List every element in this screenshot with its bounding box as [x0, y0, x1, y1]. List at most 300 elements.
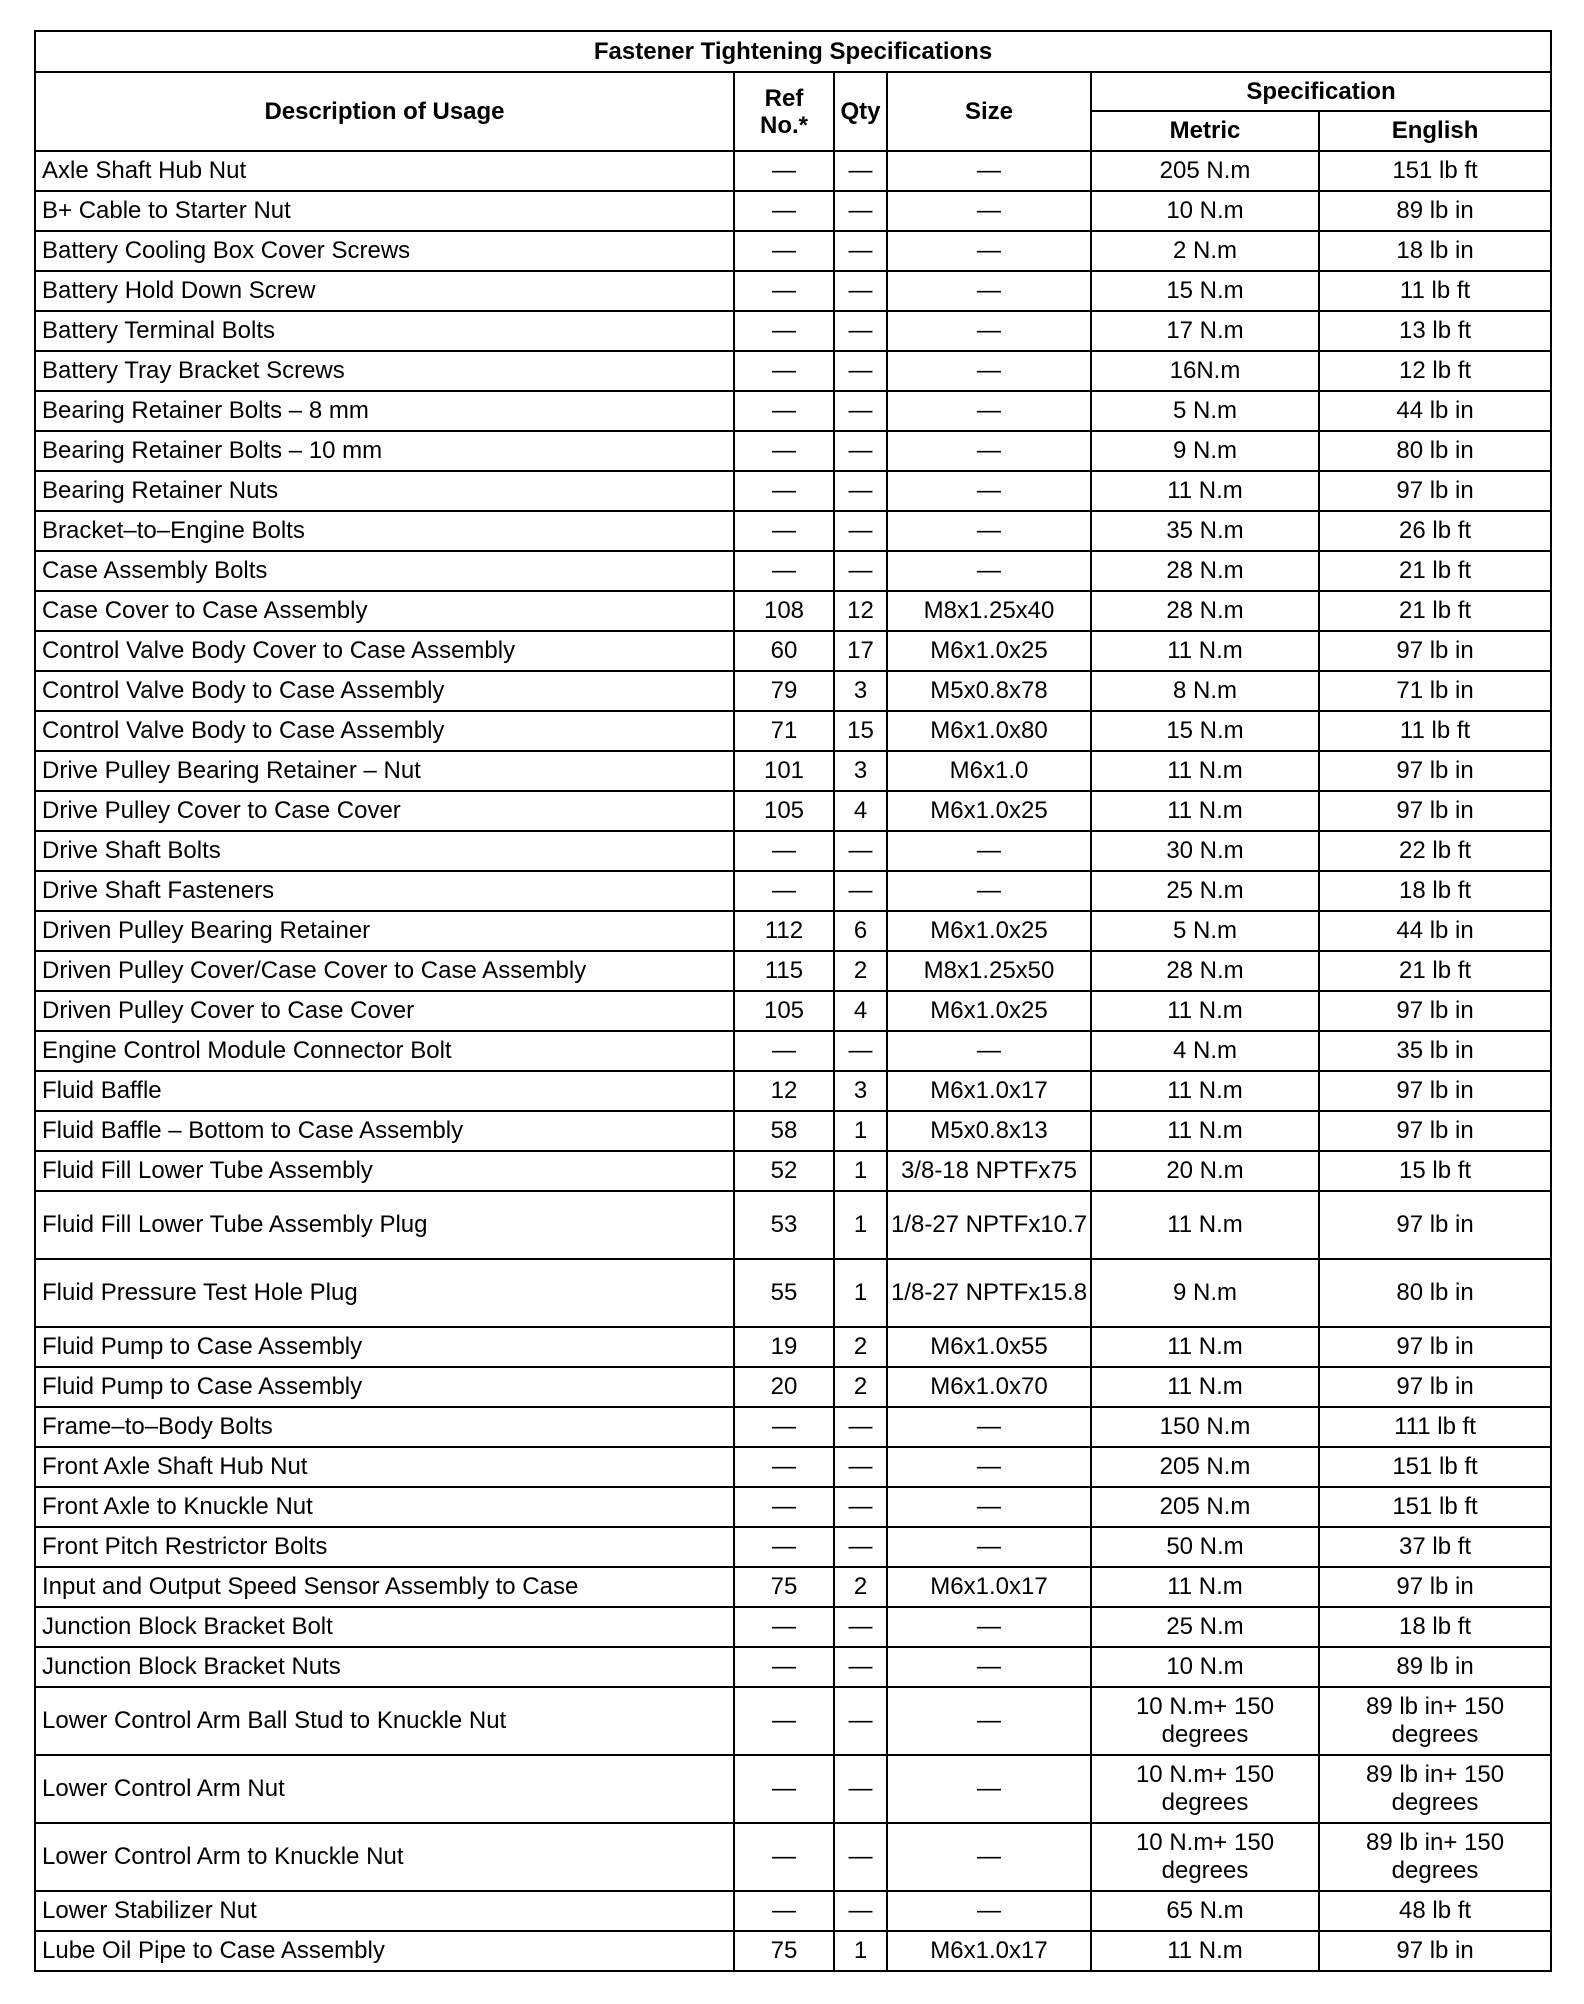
row-description: Fluid Pump to Case Assembly	[35, 1327, 734, 1367]
row-qty: 3	[834, 1071, 887, 1111]
row-ref-no: 20	[734, 1367, 834, 1407]
table-row	[35, 511, 1551, 551]
row-description: Lower Control Arm Nut	[35, 1755, 734, 1823]
row-qty: 2	[834, 1327, 887, 1367]
row-metric: 10 N.m+ 150 degrees	[1091, 1823, 1319, 1891]
row-qty: —	[834, 1647, 887, 1687]
row-size: M6x1.0x25	[887, 991, 1091, 1031]
row-description: Front Axle to Knuckle Nut	[35, 1487, 734, 1527]
row-description: Fluid Pump to Case Assembly	[35, 1367, 734, 1407]
row-qty: —	[834, 1487, 887, 1527]
row-qty: 6	[834, 911, 887, 951]
row-size: —	[887, 1647, 1091, 1687]
row-size: M8x1.25x40	[887, 591, 1091, 631]
row-qty: —	[834, 1823, 887, 1891]
row-ref-no: 52	[734, 1151, 834, 1191]
row-ref-no: —	[734, 871, 834, 911]
row-metric: 10 N.m	[1091, 1647, 1319, 1687]
row-qty: —	[834, 1447, 887, 1487]
row-metric: 11 N.m	[1091, 1071, 1319, 1111]
row-metric: 28 N.m	[1091, 951, 1319, 991]
row-metric: 50 N.m	[1091, 1527, 1319, 1567]
row-metric: 15 N.m	[1091, 271, 1319, 311]
table-row	[35, 1687, 1551, 1755]
header-size: Size	[887, 72, 1091, 151]
row-english: 21 lb ft	[1319, 591, 1551, 631]
row-qty: —	[834, 271, 887, 311]
row-metric: 11 N.m	[1091, 471, 1319, 511]
row-english: 111 lb ft	[1319, 1407, 1551, 1447]
table-row	[35, 271, 1551, 311]
header-specification: Specification	[1091, 72, 1551, 111]
row-ref-no: 58	[734, 1111, 834, 1151]
row-english: 71 lb in	[1319, 671, 1551, 711]
row-metric: 11 N.m	[1091, 791, 1319, 831]
row-ref-no: —	[734, 1407, 834, 1447]
row-qty: 2	[834, 1567, 887, 1607]
row-qty: 2	[834, 951, 887, 991]
row-metric: 35 N.m	[1091, 511, 1319, 551]
table-row	[35, 671, 1551, 711]
row-size: M5x0.8x13	[887, 1111, 1091, 1151]
row-english: 48 lb ft	[1319, 1891, 1551, 1931]
row-english: 151 lb ft	[1319, 1487, 1551, 1527]
row-description: Frame–to–Body Bolts	[35, 1407, 734, 1447]
row-english: 21 lb ft	[1319, 951, 1551, 991]
row-size: —	[887, 231, 1091, 271]
row-metric: 9 N.m	[1091, 431, 1319, 471]
row-qty: —	[834, 191, 887, 231]
row-english: 18 lb ft	[1319, 1607, 1551, 1647]
table-row	[35, 1567, 1551, 1607]
row-qty: —	[834, 351, 887, 391]
row-english: 97 lb in	[1319, 1931, 1551, 1971]
row-size: M6x1.0x25	[887, 911, 1091, 951]
row-qty: —	[834, 1891, 887, 1931]
row-ref-no: 105	[734, 991, 834, 1031]
row-english: 97 lb in	[1319, 1111, 1551, 1151]
row-size: M8x1.25x50	[887, 951, 1091, 991]
row-description: Axle Shaft Hub Nut	[35, 151, 734, 191]
row-size: —	[887, 871, 1091, 911]
row-ref-no: —	[734, 1527, 834, 1567]
row-description: Drive Shaft Bolts	[35, 831, 734, 871]
row-english: 44 lb in	[1319, 391, 1551, 431]
row-ref-no: —	[734, 1823, 834, 1891]
row-ref-no: 55	[734, 1259, 834, 1327]
row-description: Fluid Baffle – Bottom to Case Assembly	[35, 1111, 734, 1151]
row-description: Driven Pulley Cover to Case Cover	[35, 991, 734, 1031]
row-ref-no: —	[734, 1647, 834, 1687]
row-ref-no: —	[734, 231, 834, 271]
row-qty: 1	[834, 1191, 887, 1259]
table-row	[35, 231, 1551, 271]
row-ref-no: 105	[734, 791, 834, 831]
row-ref-no: —	[734, 1487, 834, 1527]
row-metric: 5 N.m	[1091, 911, 1319, 951]
row-description: Lower Stabilizer Nut	[35, 1891, 734, 1931]
row-size: —	[887, 311, 1091, 351]
table-title: Fastener Tightening Specifications	[35, 31, 1551, 72]
row-english: 13 lb ft	[1319, 311, 1551, 351]
row-metric: 25 N.m	[1091, 871, 1319, 911]
table-row	[35, 1527, 1551, 1567]
header-english: English	[1319, 111, 1551, 151]
row-size: M6x1.0x17	[887, 1071, 1091, 1111]
row-description: Lube Oil Pipe to Case Assembly	[35, 1931, 734, 1971]
row-metric: 30 N.m	[1091, 831, 1319, 871]
row-description: Drive Shaft Fasteners	[35, 871, 734, 911]
row-qty: 4	[834, 791, 887, 831]
table-row	[35, 351, 1551, 391]
row-size: —	[887, 1755, 1091, 1823]
row-description: Bearing Retainer Bolts – 10 mm	[35, 431, 734, 471]
row-ref-no: —	[734, 1607, 834, 1647]
row-ref-no: —	[734, 831, 834, 871]
row-english: 97 lb in	[1319, 1367, 1551, 1407]
row-description: Input and Output Speed Sensor Assembly to Case	[35, 1567, 734, 1607]
row-qty: 1	[834, 1259, 887, 1327]
row-ref-no: 115	[734, 951, 834, 991]
table-row	[35, 1755, 1551, 1823]
row-description: Bracket–to–Engine Bolts	[35, 511, 734, 551]
row-description: Fluid Baffle	[35, 1071, 734, 1111]
row-metric: 205 N.m	[1091, 1447, 1319, 1487]
table-row	[35, 831, 1551, 871]
row-qty: —	[834, 151, 887, 191]
row-description: Case Assembly Bolts	[35, 551, 734, 591]
row-metric: 5 N.m	[1091, 391, 1319, 431]
row-qty: —	[834, 431, 887, 471]
row-metric: 4 N.m	[1091, 1031, 1319, 1071]
row-qty: 4	[834, 991, 887, 1031]
row-ref-no: —	[734, 1891, 834, 1931]
table-row	[35, 1447, 1551, 1487]
row-size: —	[887, 831, 1091, 871]
table-row	[35, 1327, 1551, 1367]
row-size: —	[887, 431, 1091, 471]
row-description: B+ Cable to Starter Nut	[35, 191, 734, 231]
table-row	[35, 1891, 1551, 1931]
row-english: 11 lb ft	[1319, 711, 1551, 751]
table-row	[35, 1071, 1551, 1111]
row-english: 97 lb in	[1319, 471, 1551, 511]
row-ref-no: —	[734, 471, 834, 511]
row-metric: 11 N.m	[1091, 1367, 1319, 1407]
row-english: 89 lb in+ 150 degrees	[1319, 1755, 1551, 1823]
row-description: Fluid Fill Lower Tube Assembly Plug	[35, 1191, 734, 1259]
row-metric: 11 N.m	[1091, 1567, 1319, 1607]
table-row	[35, 1931, 1551, 1971]
row-size: M6x1.0x25	[887, 791, 1091, 831]
row-size: —	[887, 511, 1091, 551]
row-size: —	[887, 1031, 1091, 1071]
row-qty: —	[834, 1687, 887, 1755]
row-english: 18 lb ft	[1319, 871, 1551, 911]
row-size: —	[887, 1891, 1091, 1931]
row-english: 80 lb in	[1319, 431, 1551, 471]
row-ref-no: —	[734, 1755, 834, 1823]
row-description: Control Valve Body Cover to Case Assembly	[35, 631, 734, 671]
row-qty: —	[834, 1031, 887, 1071]
row-qty: 2	[834, 1367, 887, 1407]
row-description: Front Axle Shaft Hub Nut	[35, 1447, 734, 1487]
row-size: —	[887, 271, 1091, 311]
row-ref-no: —	[734, 351, 834, 391]
header-description: Description of Usage	[35, 72, 734, 151]
header-qty: Qty	[834, 72, 887, 151]
row-qty: —	[834, 831, 887, 871]
row-metric: 9 N.m	[1091, 1259, 1319, 1327]
row-english: 89 lb in+ 150 degrees	[1319, 1687, 1551, 1755]
row-metric: 25 N.m	[1091, 1607, 1319, 1647]
row-qty: —	[834, 1607, 887, 1647]
row-ref-no: 53	[734, 1191, 834, 1259]
row-description: Junction Block Bracket Nuts	[35, 1647, 734, 1687]
row-qty: —	[834, 1407, 887, 1447]
row-size: —	[887, 1487, 1091, 1527]
row-ref-no: 112	[734, 911, 834, 951]
table-row	[35, 591, 1551, 631]
row-english: 37 lb ft	[1319, 1527, 1551, 1567]
row-size: —	[887, 1687, 1091, 1755]
row-size: M6x1.0x55	[887, 1327, 1091, 1367]
table-row	[35, 311, 1551, 351]
row-metric: 8 N.m	[1091, 671, 1319, 711]
row-metric: 11 N.m	[1091, 1931, 1319, 1971]
row-ref-no: —	[734, 191, 834, 231]
row-english: 97 lb in	[1319, 791, 1551, 831]
row-english: 89 lb in+ 150 degrees	[1319, 1823, 1551, 1891]
row-description: Control Valve Body to Case Assembly	[35, 711, 734, 751]
row-description: Junction Block Bracket Bolt	[35, 1607, 734, 1647]
row-size: —	[887, 351, 1091, 391]
row-size: —	[887, 391, 1091, 431]
row-ref-no: —	[734, 1687, 834, 1755]
row-qty: 17	[834, 631, 887, 671]
row-size: —	[887, 551, 1091, 591]
row-qty: 12	[834, 591, 887, 631]
row-metric: 65 N.m	[1091, 1891, 1319, 1931]
row-metric: 2 N.m	[1091, 231, 1319, 271]
row-description: Driven Pulley Cover/Case Cover to Case Assembly	[35, 951, 734, 991]
row-metric: 28 N.m	[1091, 591, 1319, 631]
table-row	[35, 1487, 1551, 1527]
header-ref-no: Ref No.*	[734, 72, 834, 151]
row-english: 97 lb in	[1319, 1567, 1551, 1607]
table-row	[35, 1647, 1551, 1687]
row-english: 35 lb in	[1319, 1031, 1551, 1071]
row-ref-no: —	[734, 391, 834, 431]
table-row	[35, 431, 1551, 471]
table-row	[35, 1407, 1551, 1447]
row-metric: 10 N.m	[1091, 191, 1319, 231]
row-metric: 17 N.m	[1091, 311, 1319, 351]
table-row	[35, 1259, 1551, 1327]
row-english: 26 lb ft	[1319, 511, 1551, 551]
table-row	[35, 1191, 1551, 1259]
row-size: 1/8-27 NPTFx10.7	[887, 1191, 1091, 1259]
row-ref-no: —	[734, 271, 834, 311]
row-description: Battery Terminal Bolts	[35, 311, 734, 351]
table-row	[35, 191, 1551, 231]
row-size: —	[887, 1407, 1091, 1447]
row-qty: 1	[834, 1931, 887, 1971]
row-qty: 15	[834, 711, 887, 751]
row-size: M5x0.8x78	[887, 671, 1091, 711]
row-qty: —	[834, 311, 887, 351]
table-row	[35, 1151, 1551, 1191]
row-qty: 1	[834, 1151, 887, 1191]
row-size: —	[887, 1607, 1091, 1647]
row-size: M6x1.0x17	[887, 1931, 1091, 1971]
table-row	[35, 751, 1551, 791]
row-english: 80 lb in	[1319, 1259, 1551, 1327]
row-english: 15 lb ft	[1319, 1151, 1551, 1191]
row-qty: —	[834, 551, 887, 591]
row-english: 11 lb ft	[1319, 271, 1551, 311]
row-metric: 205 N.m	[1091, 151, 1319, 191]
row-english: 151 lb ft	[1319, 1447, 1551, 1487]
table-row	[35, 791, 1551, 831]
row-description: Bearing Retainer Bolts – 8 mm	[35, 391, 734, 431]
row-english: 18 lb in	[1319, 231, 1551, 271]
row-metric: 16N.m	[1091, 351, 1319, 391]
row-metric: 10 N.m+ 150 degrees	[1091, 1755, 1319, 1823]
row-ref-no: —	[734, 151, 834, 191]
table-row	[35, 471, 1551, 511]
table-row	[35, 871, 1551, 911]
row-ref-no: 19	[734, 1327, 834, 1367]
table-row	[35, 1823, 1551, 1891]
row-description: Driven Pulley Bearing Retainer	[35, 911, 734, 951]
row-size: M6x1.0	[887, 751, 1091, 791]
row-qty: —	[834, 391, 887, 431]
row-description: Battery Hold Down Screw	[35, 271, 734, 311]
row-metric: 11 N.m	[1091, 1191, 1319, 1259]
row-english: 89 lb in	[1319, 1647, 1551, 1687]
row-size: M6x1.0x25	[887, 631, 1091, 671]
table-body	[35, 151, 1551, 1971]
row-ref-no: 75	[734, 1931, 834, 1971]
row-metric: 11 N.m	[1091, 751, 1319, 791]
row-english: 97 lb in	[1319, 1071, 1551, 1111]
row-english: 89 lb in	[1319, 191, 1551, 231]
row-description: Bearing Retainer Nuts	[35, 471, 734, 511]
row-description: Battery Cooling Box Cover Screws	[35, 231, 734, 271]
row-qty: —	[834, 471, 887, 511]
table-row	[35, 151, 1551, 191]
table-row	[35, 551, 1551, 591]
row-ref-no: 101	[734, 751, 834, 791]
row-metric: 11 N.m	[1091, 631, 1319, 671]
row-metric: 11 N.m	[1091, 1327, 1319, 1367]
row-description: Battery Tray Bracket Screws	[35, 351, 734, 391]
row-size: —	[887, 191, 1091, 231]
table-row	[35, 1607, 1551, 1647]
table-row	[35, 391, 1551, 431]
row-description: Fluid Fill Lower Tube Assembly	[35, 1151, 734, 1191]
row-english: 97 lb in	[1319, 991, 1551, 1031]
row-ref-no: —	[734, 1447, 834, 1487]
row-english: 97 lb in	[1319, 631, 1551, 671]
row-metric: 10 N.m+ 150 degrees	[1091, 1687, 1319, 1755]
row-metric: 11 N.m	[1091, 991, 1319, 1031]
row-english: 97 lb in	[1319, 1191, 1551, 1259]
row-qty: —	[834, 511, 887, 551]
row-ref-no: —	[734, 551, 834, 591]
row-qty: —	[834, 231, 887, 271]
row-size: —	[887, 471, 1091, 511]
row-size: —	[887, 1527, 1091, 1567]
row-english: 151 lb ft	[1319, 151, 1551, 191]
table-row	[35, 991, 1551, 1031]
row-size: M6x1.0x70	[887, 1367, 1091, 1407]
row-metric: 15 N.m	[1091, 711, 1319, 751]
row-ref-no: —	[734, 511, 834, 551]
row-qty: —	[834, 871, 887, 911]
row-metric: 205 N.m	[1091, 1487, 1319, 1527]
row-english: 97 lb in	[1319, 1327, 1551, 1367]
row-description: Case Cover to Case Assembly	[35, 591, 734, 631]
table-row	[35, 951, 1551, 991]
row-size: 1/8-27 NPTFx15.8	[887, 1259, 1091, 1327]
row-ref-no: —	[734, 431, 834, 471]
table-row	[35, 1031, 1551, 1071]
row-ref-no: 108	[734, 591, 834, 631]
row-english: 97 lb in	[1319, 751, 1551, 791]
row-english: 22 lb ft	[1319, 831, 1551, 871]
row-qty: —	[834, 1527, 887, 1567]
row-size: 3/8-18 NPTFx75	[887, 1151, 1091, 1191]
row-description: Engine Control Module Connector Bolt	[35, 1031, 734, 1071]
row-ref-no: —	[734, 1031, 834, 1071]
row-description: Lower Control Arm Ball Stud to Knuckle Nut	[35, 1687, 734, 1755]
row-size: M6x1.0x17	[887, 1567, 1091, 1607]
row-qty: 1	[834, 1111, 887, 1151]
row-english: 44 lb in	[1319, 911, 1551, 951]
row-description: Lower Control Arm to Knuckle Nut	[35, 1823, 734, 1891]
row-description: Drive Pulley Bearing Retainer – Nut	[35, 751, 734, 791]
row-metric: 150 N.m	[1091, 1407, 1319, 1447]
table-row	[35, 1367, 1551, 1407]
row-qty: 3	[834, 671, 887, 711]
row-qty: 3	[834, 751, 887, 791]
row-qty: —	[834, 1755, 887, 1823]
table-row	[35, 711, 1551, 751]
row-metric: 20 N.m	[1091, 1151, 1319, 1191]
row-size: —	[887, 1823, 1091, 1891]
table-row	[35, 1111, 1551, 1151]
row-metric: 28 N.m	[1091, 551, 1319, 591]
row-english: 21 lb ft	[1319, 551, 1551, 591]
table-row	[35, 911, 1551, 951]
row-english: 12 lb ft	[1319, 351, 1551, 391]
row-size: M6x1.0x80	[887, 711, 1091, 751]
row-description: Drive Pulley Cover to Case Cover	[35, 791, 734, 831]
row-ref-no: 79	[734, 671, 834, 711]
row-ref-no: 75	[734, 1567, 834, 1607]
row-size: —	[887, 1447, 1091, 1487]
row-ref-no: 71	[734, 711, 834, 751]
row-ref-no: 60	[734, 631, 834, 671]
fastener-spec-table	[34, 30, 1552, 1972]
row-ref-no: —	[734, 311, 834, 351]
row-description: Fluid Pressure Test Hole Plug	[35, 1259, 734, 1327]
header-metric: Metric	[1091, 111, 1319, 151]
row-description: Front Pitch Restrictor Bolts	[35, 1527, 734, 1567]
table-row	[35, 631, 1551, 671]
